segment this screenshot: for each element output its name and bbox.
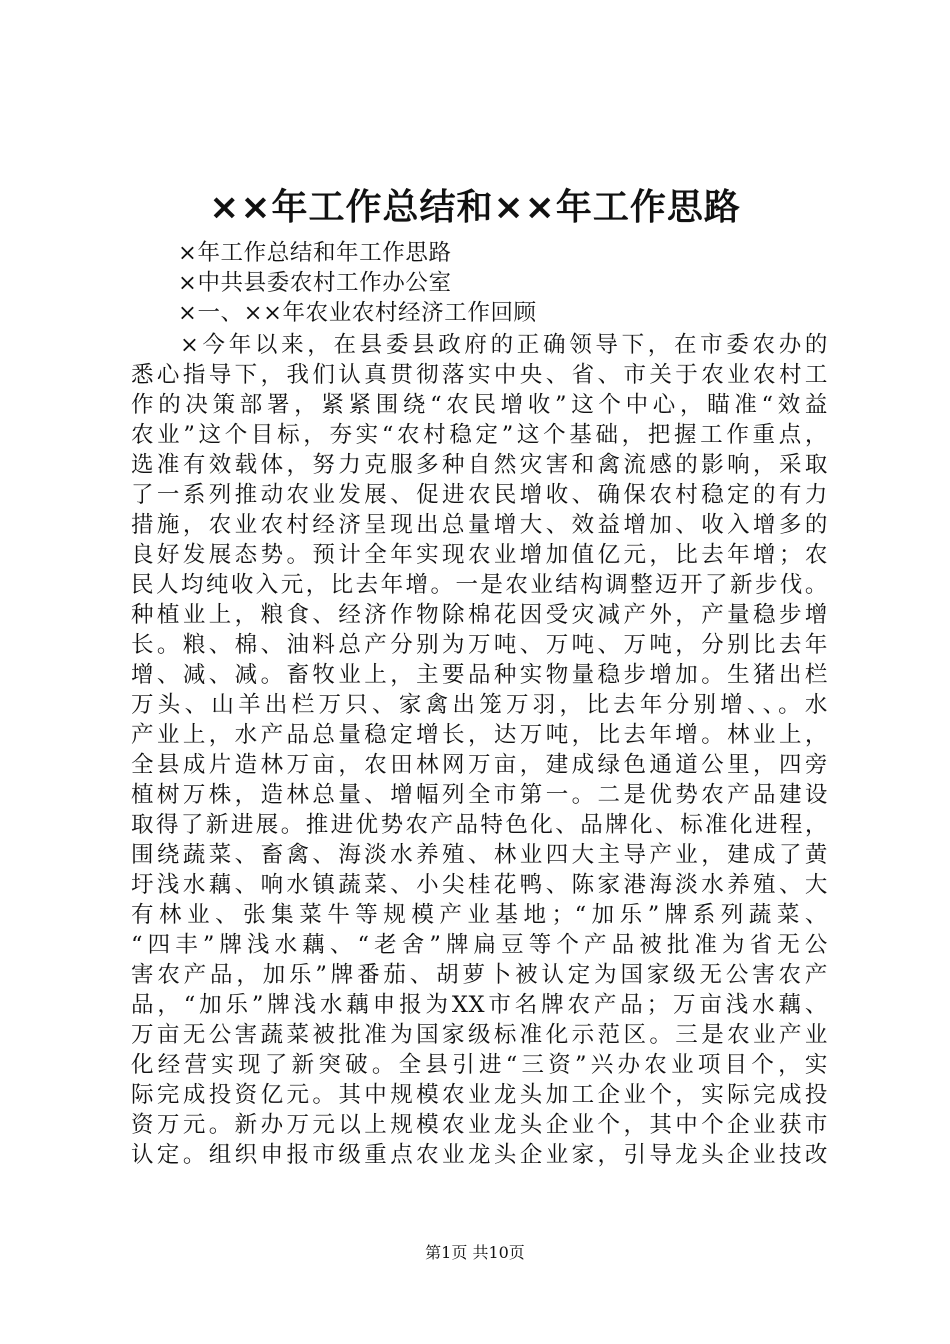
paragraph-line: 措施，农业农村经济呈现出总量增大、效益增加、收入增多的 xyxy=(131,512,828,538)
paragraph-line: ×今年以来，在县委县政府的正确领导下，在市委农办的 xyxy=(180,332,828,358)
paragraph-line: 害农产品，加乐”牌番茄、胡萝卜被认定为国家级无公害农产 xyxy=(131,962,828,988)
paragraph-line: 万头、山羊出栏万只、家禽出笼万羽，比去年分别增、、。水 xyxy=(131,692,828,718)
paragraph-line: 种植业上，粮食、经济作物除棉花因受灾减产外，产量稳步增 xyxy=(131,602,828,628)
paragraph-line: 悉心指导下，我们认真贯彻落实中央、省、市关于农业农村工 xyxy=(131,362,828,388)
paragraph-line: 民人均纯收入元，比去年增。一是农业结构调整迈开了新步伐。 xyxy=(131,572,828,598)
paragraph-line: 增、减、减。畜牧业上，主要品种实物量稳步增加。生猪出栏 xyxy=(131,662,828,688)
paragraph-line: “四丰”牌浅水藕、“老舍”牌扁豆等个产品被批准为省无公 xyxy=(131,932,828,958)
paragraph-line: 了一系列推动农业发展、促进农民增收、确保农村稳定的有力 xyxy=(131,482,828,508)
heading-line: ×一、××年农业农村经济工作回顾 xyxy=(178,300,537,326)
page-footer: 第1页 共10页 xyxy=(425,1243,525,1262)
paragraph-line: 良好发展态势。预计全年实现农业增加值亿元，比去年增；农 xyxy=(131,542,828,568)
paragraph-line: 产业上，水产品总量稳定增长，达万吨，比去年增。林业上， xyxy=(131,722,828,748)
paragraph-line: 农业”这个目标，夯实“农村稳定”这个基础，把握工作重点， xyxy=(131,422,828,448)
paragraph-line: 化经营实现了新突破。全县引进“三资”兴办农业项目个，实 xyxy=(131,1052,828,1078)
paragraph-line: 取得了新进展。推进优势农产品特色化、品牌化、标准化进程， xyxy=(131,812,828,838)
heading-line: ×中共县委农村工作办公室 xyxy=(178,270,452,296)
paragraph-line: 际完成投资亿元。其中规模农业龙头加工企业个，实际完成投 xyxy=(131,1082,828,1108)
paragraph-line: 选准有效载体，努力克服多种自然灾害和禽流感的影响，采取 xyxy=(131,452,828,478)
heading-line: ×年工作总结和年工作思路 xyxy=(178,240,452,266)
paragraph-line: 品，“加乐”牌浅水藕申报为XX市名牌农产品；万亩浅水藕、 xyxy=(131,992,828,1018)
paragraph-line: 万亩无公害蔬菜被批准为国家级标准化示范区。三是农业产业 xyxy=(131,1022,828,1048)
paragraph-line: 长。粮、棉、油料总产分别为万吨、万吨、万吨，分别比去年 xyxy=(131,632,828,658)
paragraph-line: 圩浅水藕、响水镇蔬菜、小尖桂花鸭、陈家港海淡水养殖、大 xyxy=(131,872,828,898)
paragraph-line: 资万元。新办万元以上规模农业龙头企业个，其中个企业获市 xyxy=(131,1112,828,1138)
paragraph-line: 围绕蔬菜、畜禽、海淡水养殖、林业四大主导产业，建成了黄 xyxy=(131,842,828,868)
paragraph-line: 全县成片造林万亩，农田林网万亩，建成绿色通道公里，四旁 xyxy=(131,752,828,778)
paragraph-line: 认定。组织申报市级重点农业龙头企业家，引导龙头企业技改 xyxy=(131,1142,828,1168)
paragraph-line: 植树万株，造林总量、增幅列全市第一。二是优势农产品建设 xyxy=(131,782,828,808)
paragraph-line: 有林业、张集菜牛等规模产业基地；“加乐”牌系列蔬菜、 xyxy=(131,902,828,928)
paragraph-line: 作的决策部署，紧紧围绕“农民增收”这个中心，瞄准“效益 xyxy=(131,392,828,418)
document-title: ××年工作总结和××年工作思路 xyxy=(209,187,741,228)
